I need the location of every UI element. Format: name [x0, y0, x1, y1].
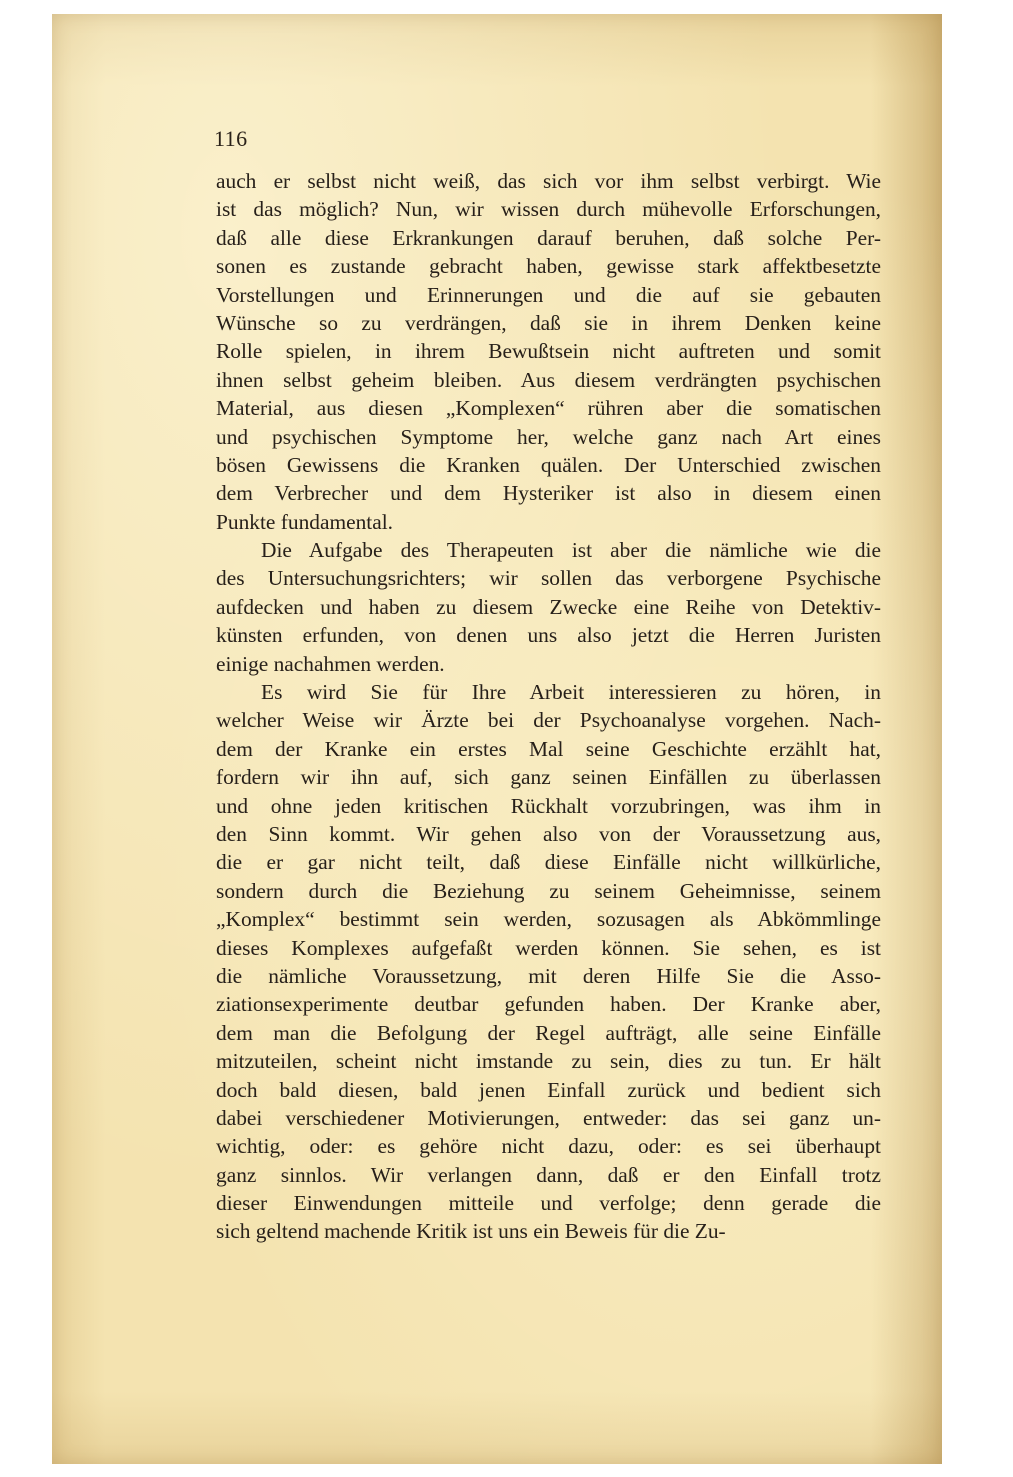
text-line: dieser Einwendungen mitteile und verfolge; denn gerade die	[216, 1191, 881, 1216]
text-line: Vorstellungen und Erinnerungen und die auf sie gebauten	[216, 282, 881, 307]
text-line: dabei verschiedener Motivierungen, entweder: das sei ganz un-	[216, 1105, 881, 1130]
text-line: Wünsche so zu verdrängen, daß sie in ihrem Denken keine	[216, 310, 881, 335]
text-line: des Untersuchungsrichters; wir sollen das verborgene Psychische	[216, 566, 881, 591]
text-line: daß alle diese Erkrankungen darauf beruhen, daß solche Per-	[216, 225, 881, 250]
book-page	[52, 14, 942, 1464]
text-line: ihnen selbst geheim bleiben. Aus diesem verdrängten psychischen	[216, 367, 881, 392]
text-line: wichtig, oder: es gehöre nicht dazu, oder: es sei überhaupt	[216, 1134, 881, 1159]
text-line: doch bald diesen, bald jenen Einfall zurück und bedient sich	[216, 1077, 881, 1102]
text-line: den Sinn kommt. Wir gehen also von der Voraussetzung aus,	[216, 821, 881, 846]
text-line: Die Aufgabe des Therapeuten ist aber die nämliche wie die	[261, 538, 881, 563]
text-line: sich geltend machende Kritik ist uns ein Beweis für die Zu-	[216, 1219, 726, 1244]
page-number: 116	[214, 126, 248, 151]
text-line: und psychischen Symptome her, welche ganz nach Art eines	[216, 424, 881, 449]
text-line: dem der Kranke ein erstes Mal seine Geschichte erzählt hat,	[216, 736, 881, 761]
text-line: ganz sinnlos. Wir verlangen dann, daß er den Einfall trotz	[216, 1162, 881, 1187]
text-line: dieses Komplexes aufgefaßt werden können. Sie sehen, es ist	[216, 935, 881, 960]
text-line: und ohne jeden kritischen Rückhalt vorzubringen, was ihm in	[216, 793, 881, 818]
paragraph-3	[216, 678, 881, 1246]
text-line: mitzuteilen, scheint nicht imstande zu sein, dies zu tun. Er hält	[216, 1049, 881, 1074]
text-line: dem Verbrecher und dem Hysteriker ist also in diesem einen	[216, 481, 881, 506]
text-line: Rolle spielen, in ihrem Bewußtsein nicht auftreten und somit	[216, 339, 881, 364]
body-text	[216, 167, 881, 1246]
text-line: einige nachahmen werden.	[216, 651, 445, 676]
paragraph-2	[216, 536, 881, 678]
text-line: auch er selbst nicht weiß, das sich vor ihm selbst verbirgt. Wie	[216, 169, 881, 193]
text-line: welcher Weise wir Ärzte bei der Psychoanalyse vorgehen. Nach-	[216, 708, 881, 733]
text-line: die er gar nicht teilt, daß diese Einfälle nicht willkürliche,	[216, 850, 881, 875]
text-line: dem man die Befolgung der Regel aufträgt, alle seine Einfälle	[216, 1020, 881, 1045]
text-line: künsten erfunden, von denen uns also jetzt die Herren Juristen	[216, 623, 881, 648]
text-line: „Komplex“ bestimmt sein werden, sozusagen als Abkömmlinge	[216, 907, 881, 932]
text-line: fordern wir ihn auf, sich ganz seinen Einfällen zu überlassen	[216, 765, 881, 790]
text-line: ziationsexperimente deutbar gefunden haben. Der Kranke aber,	[216, 992, 881, 1017]
text-line: ist das möglich? Nun, wir wissen durch mühevolle Erforschungen,	[216, 197, 881, 222]
paragraph-1	[216, 167, 881, 536]
text-line: Material, aus diesen „Komplexen“ rühren aber die somatischen	[216, 396, 881, 421]
text-line: Punkte fundamental.	[216, 509, 394, 534]
text-line: Es wird Sie für Ihre Arbeit interessieren zu hören, in	[261, 680, 881, 705]
text-line: sonen es zustande gebracht haben, gewisse stark affektbesetzte	[216, 254, 881, 279]
text-line: die nämliche Voraussetzung, mit deren Hilfe Sie die Asso-	[216, 963, 881, 988]
text-line: bösen Gewissens die Kranken quälen. Der Unterschied zwischen	[216, 452, 881, 477]
text-line: aufdecken und haben zu diesem Zwecke eine Reihe von Detektiv-	[216, 594, 881, 619]
text-line: sondern durch die Beziehung zu seinem Geheimnisse, seinem	[216, 878, 881, 903]
